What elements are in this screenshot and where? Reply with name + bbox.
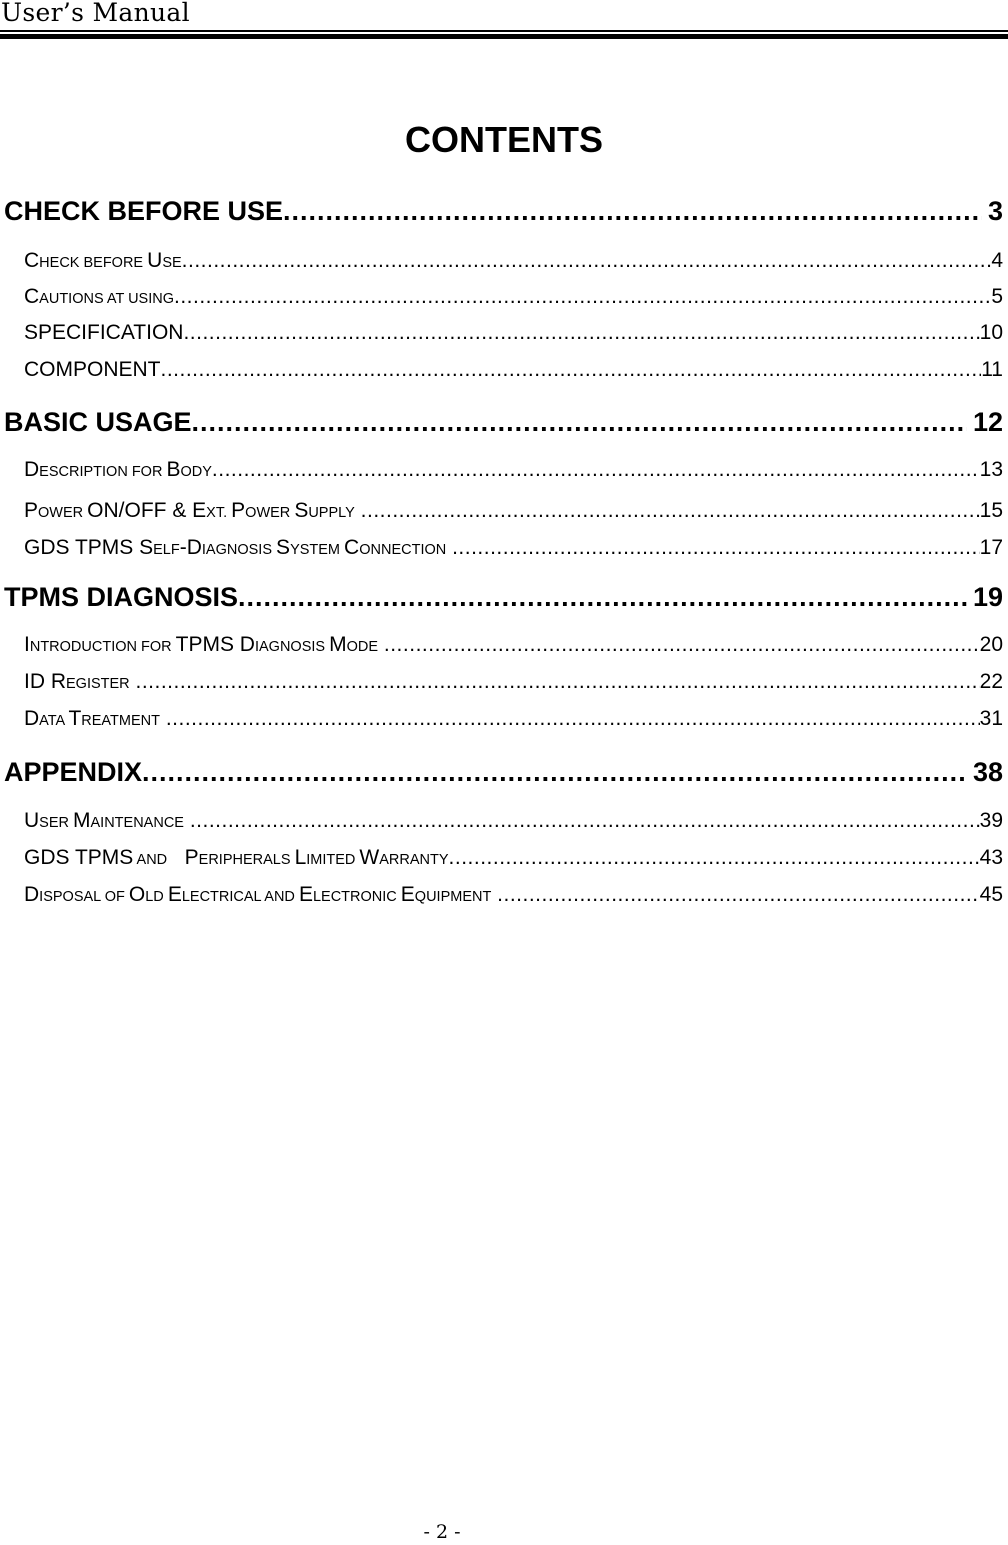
toc-item-label: ID REGISTER	[24, 670, 130, 693]
toc-item-self-diagnosis-connection[interactable]	[24, 533, 1003, 563]
toc-page-number: 4	[991, 249, 1003, 272]
toc-page-number: 38	[972, 757, 1003, 787]
dot-leader	[192, 402, 967, 442]
running-header	[0, 0, 1008, 40]
page-footer-number: - 2 -	[423, 1521, 461, 1543]
toc-item-introduction-diagnosis-mode[interactable]	[24, 630, 1003, 660]
dot-leader	[449, 843, 980, 873]
toc-page-number: 11	[981, 358, 1003, 381]
toc-item-label: DESCRIPTION FOR BODY	[24, 458, 212, 481]
toc-section-label: TPMS DIAGNOSIS	[4, 582, 239, 612]
dot-leader	[361, 496, 980, 526]
toc-section-basic-usage[interactable]	[4, 402, 1003, 442]
toc-page-number: 12	[972, 407, 1003, 437]
toc-item-label: DISPOSAL OF OLD ELECTRICAL AND ELECTRONIC EQUIPMENT	[24, 883, 492, 906]
toc-section-tpms-diagnosis[interactable]	[4, 577, 1003, 617]
toc-section-appendix[interactable]	[4, 752, 1003, 792]
dot-leader	[497, 880, 979, 910]
toc-item-component[interactable]	[24, 355, 1003, 385]
dot-leader	[190, 806, 980, 836]
dot-leader	[174, 282, 991, 312]
toc-section-check-before-use[interactable]	[4, 191, 1003, 231]
dot-leader	[166, 704, 980, 734]
toc-item-label: GDS TPMS AND PERIPHERALS LIMITED WARRANTY	[24, 846, 449, 869]
toc-item-label: POWER ON/OFF & EXT. POWER SUPPLY	[24, 499, 355, 522]
contents-heading: CONTENTS	[405, 119, 603, 160]
toc-item-check-before-use[interactable]	[24, 246, 1003, 276]
dot-leader	[183, 318, 979, 348]
toc-item-data-treatment[interactable]	[24, 704, 1003, 734]
toc-section-label: CHECK BEFORE USE	[4, 196, 284, 226]
toc-item-limited-warranty[interactable]	[24, 843, 1003, 873]
dot-leader	[136, 667, 980, 697]
toc-page-number: 10	[979, 321, 1003, 344]
toc-item-specification[interactable]	[24, 318, 1003, 348]
dot-leader	[212, 455, 980, 485]
toc-page-number: 39	[979, 809, 1003, 832]
toc-page-number: 5	[991, 285, 1003, 308]
toc-item-disposal-weee[interactable]	[24, 880, 1003, 910]
manual-title: User’s Manual	[1, 0, 190, 27]
toc-item-label: USER MAINTENANCE	[24, 809, 184, 832]
toc-page-number: 43	[979, 846, 1003, 869]
toc-page-number: 31	[979, 707, 1003, 730]
dot-leader	[182, 246, 992, 276]
toc-item-label: CHECK BEFORE USE	[24, 249, 182, 272]
toc-item-label: INTRODUCTION FOR TPMS DIAGNOSIS MODE	[24, 633, 379, 656]
toc-page-number: 15	[979, 499, 1003, 522]
header-rule-thin	[0, 30, 1008, 32]
dot-leader	[161, 355, 982, 385]
toc-item-label: DATA TREATMENT	[24, 707, 160, 730]
toc-page-number: 22	[979, 670, 1003, 693]
toc-item-id-register[interactable]	[24, 667, 1003, 697]
dot-leader	[283, 191, 982, 231]
toc-item-description-for-body[interactable]	[24, 455, 1003, 485]
toc-item-label: CAUTIONS AT USING	[24, 285, 174, 308]
toc-section-label: BASIC USAGE	[4, 407, 192, 437]
dot-leader	[238, 577, 967, 617]
toc-section-label: APPENDIX	[4, 757, 143, 787]
dot-leader	[142, 752, 967, 792]
toc-item-label: SPECIFICATION	[24, 321, 184, 344]
toc-item-power-supply[interactable]	[24, 496, 1003, 526]
dot-leader	[384, 630, 980, 660]
toc-item-cautions-at-using[interactable]	[24, 282, 1003, 312]
toc-page-number: 45	[979, 883, 1003, 906]
toc-page-number: 20	[979, 633, 1003, 656]
toc-item-user-maintenance[interactable]	[24, 806, 1003, 836]
toc-page-number: 13	[979, 458, 1003, 481]
toc-item-label: GDS TPMS SELF-DIAGNOSIS SYSTEM CONNECTION	[24, 536, 447, 559]
dot-leader	[452, 533, 980, 563]
toc-page-number: 19	[972, 582, 1003, 612]
header-rule-thick	[0, 34, 1008, 39]
toc-item-label: COMPONENT	[24, 358, 161, 381]
toc-page-number: 17	[979, 536, 1003, 559]
toc-page-number: 3	[987, 196, 1003, 226]
